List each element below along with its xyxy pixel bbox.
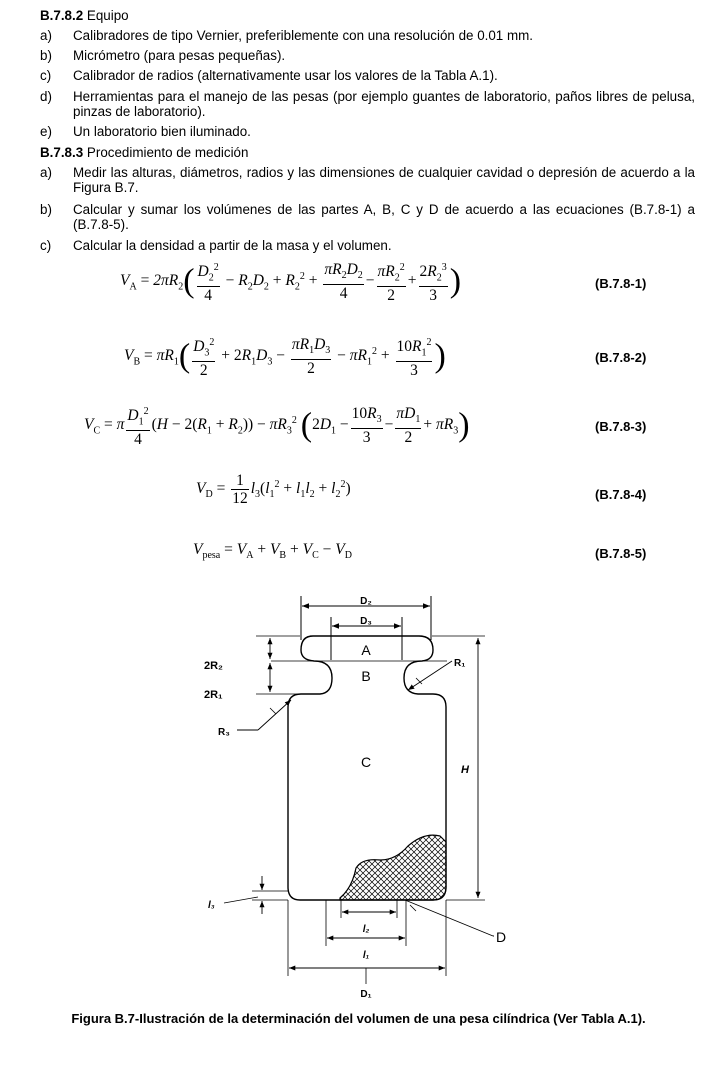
list-item: Calibrador de radios (alternativamente usar los valores de la Tabla A.1). (73, 68, 498, 83)
list-label: b) (40, 202, 52, 217)
figure-caption: Figura B.7-Ilustración de la determinación del volumen de una pesa cilíndrica (Ver Tabla A.1). (71, 1011, 646, 1026)
list-item: Calcular y sumar los volúmenes de las partes A, B, C y D de acuerdo a las ecuaciones (B.7.8-1) a (B.7.8-5). (73, 202, 695, 232)
label-2r1: 2R₁ (204, 689, 223, 701)
list-item: Micrómetro (para pesas pequeñas). (73, 48, 286, 63)
label-l3: l₃ (208, 900, 215, 911)
label-d: D (496, 929, 507, 945)
label-d3: D₃ (360, 616, 372, 627)
label-b: B (361, 668, 371, 684)
equation-b782: $V_B = \pi R_1$( $\frac{D_3^2}{2}$ + $2R_1D_3$ − $\frac{\pi R_1D_3}{2}$ − $\pi R_1^2$ + $\frac{10R_1^2}{3}$ ) (124, 334, 446, 379)
label-l2: l₂ (362, 924, 370, 935)
label-r1: R₁ (454, 658, 466, 669)
equation-number: (B.7.8-2) (595, 350, 647, 365)
list-label: e) (40, 124, 52, 139)
equation-number: (B.7.8-4) (595, 487, 647, 502)
list-label: c) (40, 238, 52, 253)
section-heading-procedimiento (40, 145, 248, 160)
section-number: B.7.8.2 (40, 8, 84, 23)
label-l1: l₁ (362, 950, 370, 961)
label-r3: R₃ (218, 727, 230, 738)
label-c: C (360, 754, 372, 770)
list-item: Un laboratorio bien iluminado. (73, 124, 251, 139)
equation-number: (B.7.8-1) (595, 276, 647, 291)
label-d2: D₂ (360, 596, 372, 607)
section-heading-equipo (40, 8, 129, 23)
list-label: a) (40, 28, 52, 43)
list-item: Calcular la densidad a partir de la masa y el volumen. (73, 238, 392, 253)
section-title: Procedimiento de medición (86, 145, 249, 160)
section-number: B.7.8.3 (40, 145, 84, 160)
list-item: Herramientas para el manejo de las pesas (por ejemplo guantes de laboratorio, paños libres de pelusa, pinzas de laboratorio). (73, 89, 695, 119)
label-d1: D₁ (360, 989, 372, 1000)
equation-b781: $V_A = 2\pi R_2$( $\frac{D_2^2}{4}$ − $R_2D_2 + R_2^2$ + $\frac{\pi R_2D_2}{4}$ − $\frac{\pi R_2^2}{2}$ + $\frac{2R_2^3}{3}$ ) (120, 259, 461, 304)
list-label: c) (40, 68, 52, 83)
label-a: A (361, 642, 371, 658)
list-item: Medir las alturas, diámetros, radios y las dimensiones de cualquier cavidad o depresión de acuerdo a la Figura B.7. (73, 165, 695, 195)
list-label: d) (40, 89, 52, 104)
cavity-d (340, 835, 446, 900)
label-2r2: 2R₂ (204, 660, 223, 672)
list-label: a) (40, 165, 52, 180)
list-label: b) (40, 48, 52, 63)
list-item: Calibradores de tipo Vernier, preferiblemente con una resolución de 0.01 mm. (73, 28, 534, 43)
equation-number: (B.7.8-3) (595, 419, 647, 434)
equation-b784: $V_D$ = $\frac{1}{12}$ $l_3(l_1^2 + l_1l_2 + l_2^2)$ (196, 472, 351, 507)
figure-cylindrical-weight (0, 580, 717, 1005)
section-title: Equipo (86, 8, 129, 23)
equation-number: (B.7.8-5) (595, 546, 647, 561)
equation-b783: $V_C = \pi$ $\frac{D_1^2}{4}$ $(H - 2(R_1 + R_2)) - \pi R_3^2$ ($2D_1$ − $\frac{10R_3}{3}$ − $\frac{\pi D_1}{2}$ + $\pi R_3$) (84, 403, 470, 448)
label-h: H (461, 764, 469, 776)
equation-b785: $V_{pesa} = V_A + V_B + V_C - V_D$ (193, 541, 352, 562)
